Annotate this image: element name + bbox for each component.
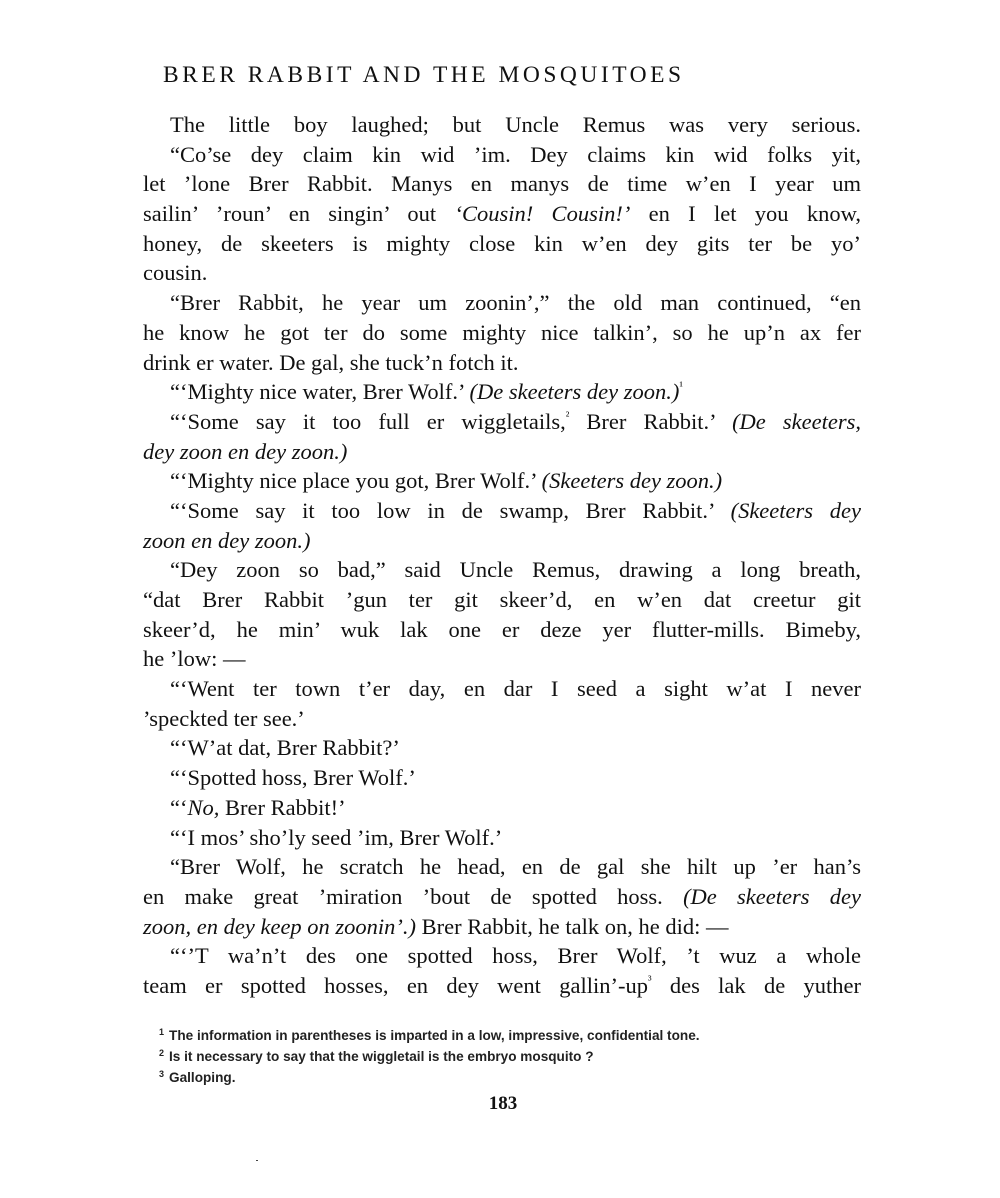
text-segment: ’speckted ter see.’	[143, 705, 305, 731]
text-segment: drink er water. De gal, she tuck’n fotch it.	[143, 349, 519, 375]
text-segment: No,	[187, 794, 220, 820]
footnote-ref: ²	[565, 408, 570, 423]
text-segment: Brer Rabbit!’	[219, 794, 346, 820]
text-line	[143, 912, 861, 942]
footnote-mark: 3	[159, 1069, 165, 1079]
footnote	[159, 1025, 861, 1046]
footnote	[159, 1067, 861, 1088]
text-segment: “‘W’at dat, Brer Rabbit?’	[170, 735, 400, 761]
text-line	[143, 615, 861, 645]
text-line	[143, 971, 861, 1001]
text-line	[143, 348, 861, 378]
footnotes	[159, 1025, 861, 1088]
text-segment: Brer Rabbit, he talk on, he did: —	[416, 913, 729, 939]
text-line	[143, 555, 861, 585]
text-line	[143, 763, 861, 793]
body-text	[143, 110, 861, 1001]
text-segment: “Co’se dey claim kin wid ’im. Dey claims kin wid folks yit,	[170, 141, 861, 167]
text-segment: “‘I mos’ sho’ly seed ’im, Brer Wolf.’	[170, 824, 503, 850]
text-segment: “‘Spotted hoss, Brer Wolf.’	[170, 765, 416, 791]
text-line	[143, 585, 861, 615]
text-line	[143, 318, 861, 348]
text-segment: “‘Mighty nice place you got, Brer Wolf.’	[170, 468, 542, 494]
text-segment: “‘Some say it too low in de swamp, Brer Rabbit.’	[170, 497, 731, 523]
footnote-ref: ³	[647, 972, 652, 987]
text-segment: “dat Brer Rabbit ’gun ter git skeer’d, en w’en dat creetur git	[143, 587, 861, 612]
text-segment: he ’low: —	[143, 646, 246, 672]
text-segment: sailin’ ’roun’ en singin’ out	[143, 201, 455, 227]
footnote-ref: ¹	[679, 379, 684, 394]
text-segment: team er spotted hosses, en dey went gallin’-up	[143, 972, 648, 998]
text-segment: honey, de skeeters is mighty close kin w’en dey gits ter be yo’	[143, 230, 861, 256]
text-segment: he know he got ter do some mighty nice talkin’, so he up’n ax fer	[143, 319, 861, 345]
text-segment: skeer’d, he min’ wuk lak one er deze yer flutter-mills. Bimeby,	[143, 616, 861, 642]
text-segment: dey zoon en dey zoon.)	[143, 438, 348, 464]
text-segment: zoon, en dey keep on zoonin’.)	[143, 913, 417, 939]
text-line	[143, 644, 861, 674]
text-segment: (De skeeters,	[732, 408, 861, 434]
text-segment: “‘Mighty nice water, Brer Wolf.’	[170, 379, 470, 405]
text-line	[143, 704, 861, 734]
text-segment: (Skeeters dey zoon.)	[541, 468, 723, 494]
text-line	[143, 110, 861, 140]
text-segment: let ’lone Brer Rabbit. Manys en manys de time w’en I year um	[143, 171, 861, 197]
text-line	[143, 140, 861, 170]
text-line	[143, 288, 861, 318]
text-segment: en I let you know,	[630, 201, 861, 227]
text-line	[143, 169, 861, 199]
text-line	[143, 793, 861, 823]
text-segment: cousin.	[143, 260, 208, 286]
text-segment: zoon en dey zoon.)	[143, 527, 311, 553]
text-line	[143, 377, 861, 407]
text-line	[143, 258, 861, 288]
footnote-mark: 1	[159, 1027, 165, 1037]
text-segment: (De skeeters dey	[683, 883, 861, 909]
footnote-text: Galloping.	[169, 1070, 236, 1085]
text-segment: Brer Rabbit.’	[569, 408, 733, 434]
text-line	[143, 733, 861, 763]
text-line	[143, 674, 861, 704]
footnote-text: Is it necessary to say that the wiggletail is the embryo mosquito ?	[169, 1049, 594, 1064]
running-header: BRER RABBIT AND THE MOSQUITOES	[163, 62, 685, 88]
text-segment: ‘Cousin! Cousin!’	[454, 201, 631, 227]
text-segment: en make great ’miration ’bout de spotted hoss.	[143, 883, 684, 909]
text-line	[143, 199, 861, 229]
text-segment: “Brer Rabbit, he year um zoonin’,” the old man continued, “en	[170, 290, 861, 316]
text-line	[143, 496, 861, 526]
footnote	[159, 1046, 861, 1067]
text-segment: The little boy laughed; but Uncle Remus was very serious.	[170, 112, 861, 137]
text-line	[143, 407, 861, 437]
text-segment: (De skeeters dey zoon.)	[469, 379, 680, 405]
print-speck	[256, 1160, 258, 1161]
text-segment: “‘Went ter town t’er day, en dar I seed a sight w’at I never	[170, 676, 861, 702]
text-segment: “Dey zoon so bad,” said Uncle Remus, drawing a long breath,	[170, 557, 861, 583]
text-segment: “‘’T wa’n’t des one spotted hoss, Brer Wolf, ’t wuz a whole	[170, 943, 861, 969]
text-segment: “‘Some say it too full er wiggletails,	[170, 408, 566, 434]
text-line	[143, 526, 861, 556]
footnote-mark: 2	[159, 1048, 165, 1058]
text-line	[143, 466, 861, 496]
page-number: 183	[488, 1093, 518, 1114]
text-line	[143, 437, 861, 467]
text-line	[143, 882, 861, 912]
text-line	[143, 941, 861, 971]
text-segment: (Skeeters dey	[730, 497, 861, 523]
text-segment: “‘	[170, 794, 188, 820]
text-line	[143, 229, 861, 259]
text-segment: “Brer Wolf, he scratch he head, en de gal she hilt up ’er han’s	[170, 854, 861, 880]
text-line	[143, 823, 861, 853]
text-segment: des lak de yuther	[651, 972, 862, 998]
text-line	[143, 852, 861, 882]
footnote-text: The information in parentheses is imparted in a low, impressive, confidential tone.	[169, 1028, 700, 1043]
